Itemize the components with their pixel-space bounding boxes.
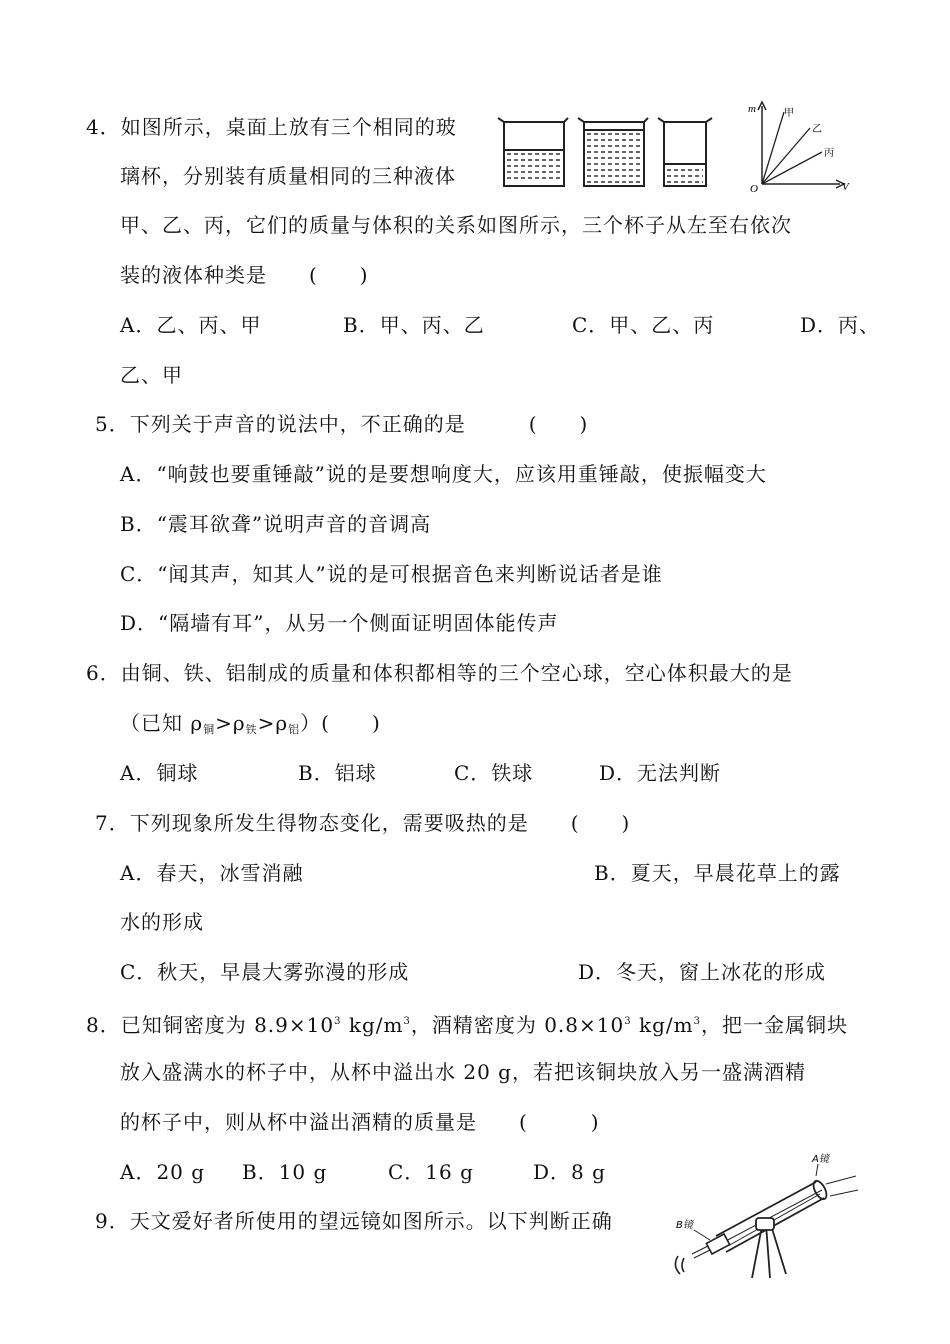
q6-line-2: [120, 710, 381, 743]
q5-option-c: C．“闻其声，知其人”说的是可根据音色来判断说话者是谁: [120, 562, 663, 586]
q4-line-1: 4．如图所示，桌面上放有三个相同的玻: [86, 115, 457, 139]
eyepiece-rays: [692, 1246, 710, 1258]
beaker-left: [498, 118, 568, 186]
label-yi: 乙: [812, 124, 822, 135]
q8-line-2: 放入盛满水的杯子中，从杯中溢出水 20 g，若把该铜块放入另一盛满酒精: [120, 1060, 806, 1084]
q6-option-a: A．铜球: [120, 761, 199, 785]
q6-gt-1: >ρ: [215, 711, 246, 735]
q8-option-a: A．20 g: [120, 1160, 206, 1184]
label-lens-b: B镜: [676, 1220, 693, 1231]
q6-line-1: 6．由铜、铁、铝制成的质量和体积都相等的三个空心球，空心体积最大的是: [86, 661, 793, 685]
q8-option-c: C．16 g: [388, 1160, 474, 1184]
q5-option-a: A．“响鼓也要重锤敲”说的是要想响度大，应该用重锤敲，使振幅变大: [120, 462, 767, 486]
q8-line-1: [86, 1009, 848, 1038]
q4-option-d: D．丙、: [800, 313, 881, 337]
q8-unit: kg/m: [341, 1013, 404, 1037]
q8-sup: 3: [624, 1016, 632, 1027]
y-axis-label: m: [748, 103, 756, 115]
q7-option-a: A．春天，冰雪消融: [120, 861, 304, 885]
q8-option-b: B．10 g: [242, 1160, 328, 1184]
label-jia: 甲: [784, 108, 794, 119]
telescope-figure: [666, 1146, 866, 1286]
q7-stem: 7．下列现象所发生得物态变化，需要吸热的是 ( ): [95, 811, 631, 835]
q8-unit: kg/m: [631, 1013, 694, 1037]
pointer-a: [816, 1164, 818, 1176]
q7-option-b: B．夏天，早晨花草上的露: [594, 861, 841, 885]
telescope-tube: [716, 1179, 829, 1252]
q4-line-2: 璃杯，分别装有质量相同的三种液体: [120, 164, 456, 188]
q7-option-c: C．秋天，早晨大雾弥漫的形成: [120, 960, 410, 984]
beaker-right-liquid: [667, 170, 703, 182]
q6-given-prefix: （已知 ρ: [120, 711, 204, 735]
q4-option-c: C．甲、乙、丙: [572, 313, 715, 337]
beaker-left-liquid: [507, 154, 561, 178]
q8-line-3: 的杯子中，则从杯中溢出酒精的质量是 ( ): [120, 1110, 600, 1134]
q8-sup: 3: [334, 1016, 342, 1027]
mass-volume-graph: [742, 98, 852, 194]
q7-option-b-cont: 水的形成: [120, 910, 204, 934]
q8-alcohol-density: ，酒精密度为 0.8×10: [410, 1013, 625, 1037]
q8-option-d: D．8 g: [533, 1160, 606, 1184]
q5-stem: 5．下列关于声音的说法中，不正确的是 ( ): [95, 412, 589, 436]
q6-sub-copper: 铜: [203, 723, 216, 736]
q6-option-d: D．无法判断: [599, 761, 722, 785]
q8-sup: 3: [403, 1016, 411, 1027]
q6-sub-iron: 铁: [245, 723, 258, 736]
origin-label: O: [750, 183, 758, 194]
q4-option-d-cont: 乙、甲: [120, 363, 183, 387]
beaker-middle-liquid: [587, 134, 641, 182]
q6-sub-aluminum: 铝: [288, 723, 301, 736]
q4-option-a: A．乙、丙、甲: [120, 313, 262, 337]
q6-gt-2: >ρ: [257, 711, 289, 735]
x-axis-label: V: [842, 181, 849, 193]
q8-sup: 3: [693, 1016, 701, 1027]
pointer-b: [694, 1230, 710, 1240]
q4-line-3: 甲、乙、丙，它们的质量与体积的关系如图所示，三个杯子从左至右依次: [120, 213, 792, 237]
beakers-figure: [492, 112, 720, 192]
line-bing: [762, 152, 822, 184]
q8-line-1-tail: ，把一金属铜块: [700, 1013, 848, 1037]
q9-stem: 9．天文爱好者所使用的望远镜如图所示。以下判断正确: [95, 1209, 613, 1233]
label-lens-a: A镜: [812, 1154, 829, 1165]
q5-option-d: D．“隔墙有耳”，从另一个侧面证明固体能传声: [120, 611, 559, 635]
q8-copper-density: 8．已知铜密度为 8.9×10: [86, 1013, 335, 1037]
q4-line-4: 装的液体种类是 ( ): [120, 263, 369, 287]
light-rays: [724, 1176, 858, 1246]
q4-option-b: B．甲、丙、乙: [343, 313, 485, 337]
q6-given-suffix: ）( ): [300, 711, 381, 735]
line-jia: [762, 112, 784, 184]
line-yi: [762, 128, 810, 184]
eye-icon: [675, 1256, 684, 1274]
q7-option-d: D．冬天，窗上冰花的形成: [578, 960, 827, 984]
label-bing: 丙: [824, 148, 834, 159]
q5-option-b: B．“震耳欲聋”说明声音的音调高: [120, 512, 432, 536]
q6-option-c: C．铁球: [454, 761, 534, 785]
telescope-stand: [752, 1218, 786, 1278]
q6-option-b: B．铝球: [298, 761, 377, 785]
